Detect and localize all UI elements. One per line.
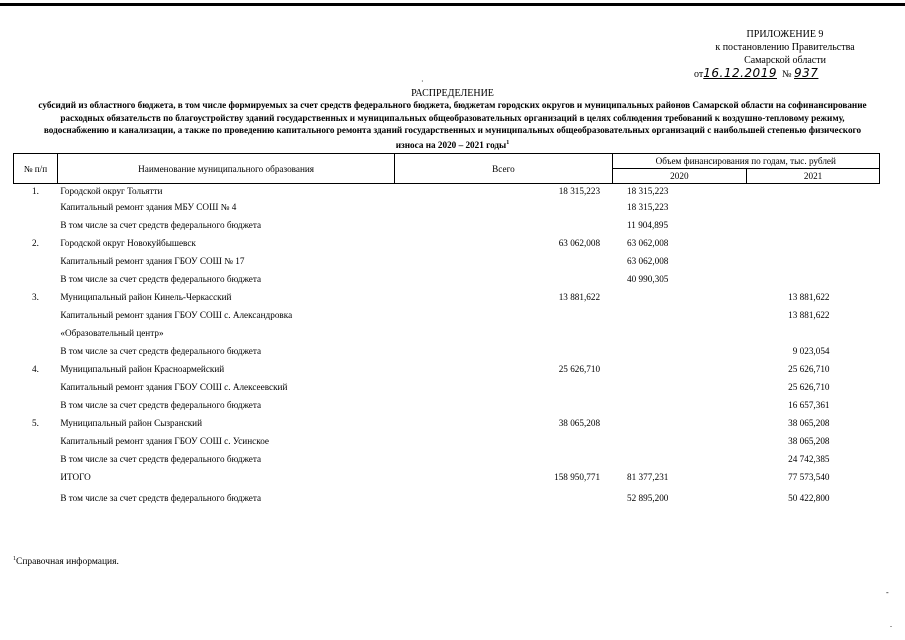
row-total (395, 486, 612, 510)
row-number (14, 324, 58, 342)
row-number (14, 468, 58, 486)
row-2020 (612, 288, 747, 306)
table-row (14, 486, 880, 510)
table-row (14, 216, 880, 234)
row-number (14, 486, 58, 510)
header-total: Всего (395, 154, 612, 184)
table-row (14, 432, 880, 450)
row-name: Капитальный ремонт здания ГБОУ СОШ с. Александровка (60, 310, 293, 320)
row-total: 38 065,208 (558, 418, 601, 428)
header-year-2020: 2020 (612, 169, 747, 184)
row-2021 (747, 198, 880, 216)
row-name: В том числе за счет средств федерального бюджета (60, 346, 262, 356)
row-number: 2. (31, 238, 39, 248)
row-2020: 63 062,008 (627, 256, 669, 266)
row-total (395, 450, 612, 468)
row-name: Капитальный ремонт здания МБУ СОШ № 4 (60, 202, 237, 212)
header-name: Наименование муниципального образования (57, 154, 395, 184)
row-number (14, 432, 58, 450)
handwritten-number: 937 (794, 66, 819, 80)
scan-mark: . (890, 620, 892, 629)
table-row (14, 468, 880, 486)
scan-mark: - (886, 588, 889, 597)
row-2020: 18 315,223 (627, 186, 669, 196)
row-2021 (747, 216, 880, 234)
row-name: Муниципальный район Красноармейский (60, 364, 225, 374)
row-total (395, 396, 612, 414)
row-total (395, 252, 612, 270)
appendix-date-number (680, 67, 860, 81)
table-row (14, 378, 880, 396)
row-number (14, 270, 58, 288)
table-header-row (14, 154, 880, 169)
top-border-line (0, 3, 905, 6)
row-number: 3. (31, 292, 39, 302)
row-2020: 63 062,008 (627, 238, 669, 248)
row-2021: 13 881,622 (788, 310, 830, 320)
heading-text: субсидий из областного бюджета, в том числе формируемых за счет средств федерального бюджета, бюджетам городских округов и муниципальных районов Самарской области на софинансирование расходных обязательств по благоустройству зданий государственных и муниципальных общеобразовательных организаций в целях соблюдения требований к воздушно-тепловому режиму, водоснабжению и канализации, а также по проведению капитального ремонта зданий государственных и муниципальных общеобразовательных организаций с наибольшей степенью физического износа на 2020 – 2021 годы (38, 100, 867, 150)
row-total (395, 198, 612, 216)
row-name: Капитальный ремонт здания ГБОУ СОШ с. Усинское (60, 436, 269, 446)
row-2021: 9 023,054 (792, 346, 830, 356)
row-2021 (747, 324, 880, 342)
row-2020 (612, 360, 747, 378)
row-number (14, 450, 58, 468)
row-2021 (747, 252, 880, 270)
table-row (14, 324, 880, 342)
footnote-mark: 1 (13, 556, 16, 562)
row-total: 18 315,223 (558, 186, 601, 196)
appendix-region: Самарской области (744, 55, 826, 66)
table-row (14, 252, 880, 270)
row-2021: 25 626,710 (788, 364, 830, 374)
row-total (395, 216, 612, 234)
header-years-group: Объем финансирования по годам, тыс. рублей (612, 154, 879, 169)
row-number (14, 378, 58, 396)
row-name: «Образовательный центр» (60, 328, 164, 338)
header-year-2021: 2021 (747, 169, 880, 184)
row-2020: 81 377,231 (627, 472, 669, 482)
appendix-title: ПРИЛОЖЕНИЕ 9 (746, 29, 824, 40)
table-row (14, 184, 880, 199)
heading-footnote-mark: 1 (506, 139, 510, 146)
row-name: В том числе за счет средств федерального бюджета (60, 454, 262, 464)
row-2020 (612, 306, 747, 324)
row-2020 (612, 396, 747, 414)
handwritten-date: 16.12.2019 (703, 66, 777, 80)
date-prefix: от (694, 69, 704, 80)
subsidy-table (13, 153, 880, 510)
row-number (14, 198, 58, 216)
row-total: 158 950,771 (554, 472, 601, 482)
row-total: 25 626,710 (558, 364, 601, 374)
row-number (14, 342, 58, 360)
table-row (14, 396, 880, 414)
row-2020: 11 904,895 (627, 220, 669, 230)
row-2020 (612, 432, 747, 450)
header-number: № п/п (14, 154, 58, 184)
row-name: В том числе за счет средств федерального бюджета (60, 400, 262, 410)
row-2020: 40 990,305 (627, 274, 669, 284)
row-total (395, 378, 612, 396)
row-name: В том числе за счет средств федерального бюджета (60, 220, 262, 230)
row-2021: 25 626,710 (788, 382, 830, 392)
table-row (14, 450, 880, 468)
row-2020 (612, 324, 747, 342)
row-2021 (747, 270, 880, 288)
row-2021: 50 422,800 (788, 493, 830, 503)
number-prefix: № (781, 69, 792, 80)
row-total (395, 306, 612, 324)
table-row (14, 342, 880, 360)
table-row (14, 360, 880, 378)
row-total: 13 881,622 (558, 292, 601, 302)
row-number: 5. (31, 418, 39, 428)
row-2020 (612, 450, 747, 468)
row-2021: 16 657,361 (788, 400, 830, 410)
row-2020 (612, 342, 747, 360)
row-number: 4. (31, 364, 39, 374)
row-2021: 38 065,208 (788, 436, 830, 446)
row-2021: 24 742,385 (788, 454, 830, 464)
footnote (13, 556, 119, 567)
row-2021 (747, 184, 880, 199)
document-title: РАСПРЕДЕЛЕНИЕ (411, 88, 494, 99)
row-name: Городской округ Новокуйбышевск (60, 238, 196, 248)
row-name: В том числе за счет средств федерального бюджета (60, 274, 262, 284)
appendix-decree: к постановлению Правительства (715, 42, 855, 53)
row-name: Муниципальный район Сызранский (60, 418, 202, 428)
table-body (14, 184, 880, 511)
row-number (14, 306, 58, 324)
row-name: ИТОГО (60, 472, 91, 482)
row-total (395, 432, 612, 450)
row-2021: 77 573,540 (788, 472, 830, 482)
row-total: 63 062,008 (558, 238, 601, 248)
row-number (14, 216, 58, 234)
table-row (14, 306, 880, 324)
row-name: Капитальный ремонт здания ГБОУ СОШ № 17 (60, 256, 245, 266)
table-row (14, 414, 880, 432)
row-2020 (612, 414, 747, 432)
row-name: Капитальный ремонт здания ГБОУ СОШ с. Алексеевский (60, 382, 288, 392)
row-name: Городской округ Тольятти (60, 186, 163, 196)
row-total (395, 270, 612, 288)
row-2021: 38 065,208 (788, 418, 830, 428)
appendix-block (680, 28, 860, 81)
row-2020 (612, 378, 747, 396)
row-total (395, 324, 612, 342)
table-row (14, 288, 880, 306)
row-2020: 52 895,200 (627, 493, 669, 503)
table-row (14, 234, 880, 252)
row-2020: 18 315,223 (627, 202, 669, 212)
footnote-text: Справочная информация. (16, 557, 119, 568)
row-number (14, 396, 58, 414)
row-name: В том числе за счет средств федерального бюджета (60, 493, 262, 503)
row-number: 1. (31, 186, 39, 196)
document-heading (30, 99, 875, 151)
row-total (395, 342, 612, 360)
scan-dot: · (421, 77, 424, 86)
row-2021 (747, 234, 880, 252)
table-row (14, 198, 880, 216)
row-name: Муниципальный район Кинель-Черкасский (60, 292, 232, 302)
row-2021: 13 881,622 (788, 292, 830, 302)
table-row (14, 270, 880, 288)
row-number (14, 252, 58, 270)
